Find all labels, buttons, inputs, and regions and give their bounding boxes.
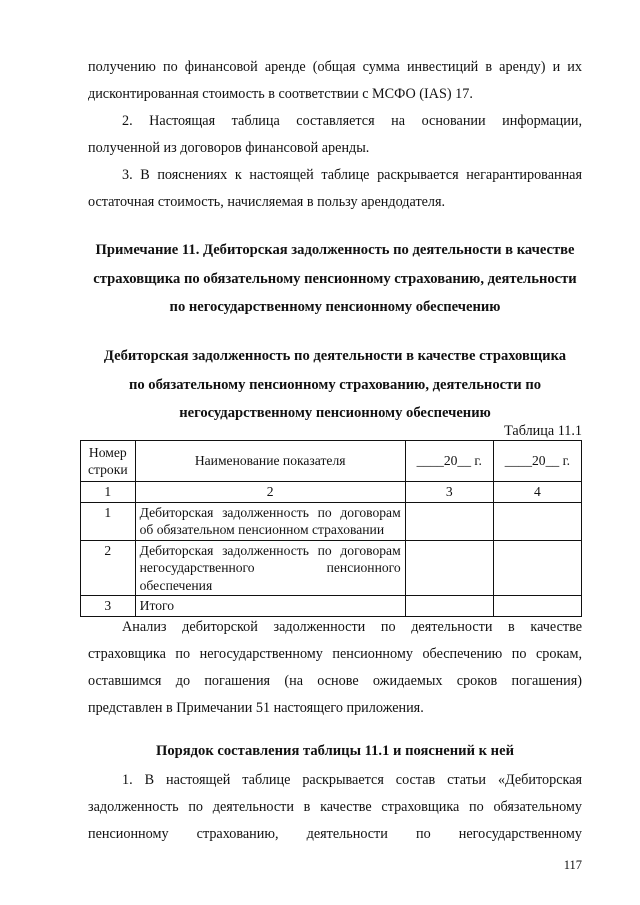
text-line: полученной из договоров финансовой аренды. (88, 140, 370, 156)
column-number: 2 (135, 482, 405, 503)
row-value-year-2 (493, 502, 581, 540)
intro-paragraph-3 (88, 162, 582, 216)
text-line: 2. Настоящая таблица составляется на основании информации, (122, 113, 582, 129)
table-numbering-row (81, 482, 582, 503)
header-year-1: ____20__ г. (405, 441, 493, 482)
table-row (81, 502, 582, 540)
analysis-paragraph (88, 614, 582, 722)
row-indicator-name (135, 540, 405, 596)
row-number: 3 (81, 596, 136, 617)
intro-paragraph-2 (88, 108, 582, 162)
heading-line: Примечание 11. Дебиторская задолженность по деятельности в качестве (95, 242, 575, 258)
cell-line: негосударственного пенсионного (139, 560, 401, 575)
table-row (81, 540, 582, 596)
cell-line: Итого (139, 598, 175, 613)
heading-line: Дебиторская задолженность по деятельности в качестве страховщика (103, 348, 567, 364)
note-heading (88, 236, 582, 322)
text-line: оставшимся до погашения (на основе ожидаемых сроков погашения) (88, 673, 582, 689)
cell-line: Дебиторская задолженность по договорам (139, 504, 401, 520)
heading-line: страховщика по обязательному пенсионному страхованию, деятельности (93, 270, 577, 287)
text-line: 3. В пояснениях к настоящей таблице раскрывается негарантированная (122, 167, 582, 183)
procedure-heading: Порядок составления таблицы 11.1 и пояснений к ней (156, 743, 514, 759)
header-row-number: Номер строки (81, 441, 136, 482)
text-line: дисконтированная стоимость в соответствии с МСФО (IAS) 17. (88, 86, 473, 102)
column-number: 1 (81, 482, 136, 503)
table-caption: Таблица 11.1 (504, 423, 582, 439)
text-line: представлен в Примечании 51 настоящего приложения. (88, 700, 424, 716)
cell-line: об обязательном пенсионном страховании (139, 522, 385, 537)
table-11-1 (80, 440, 582, 617)
procedure-paragraph (88, 767, 582, 848)
page-number: 117 (563, 858, 582, 872)
row-indicator-name (135, 596, 405, 617)
text-line: страховщика по негосударственному пенсионному обеспечению по срокам, (88, 646, 582, 662)
heading-line: по негосударственному пенсионному обеспечению (169, 299, 501, 315)
header-indicator-name: Наименование показателя (135, 441, 405, 482)
text-line: Анализ дебиторской задолженности по деятельности в качестве (122, 619, 582, 635)
text-line: пенсионному страхованию, деятельности по негосударственному (88, 826, 582, 842)
row-value-year-2 (493, 596, 581, 617)
text-line: остаточная стоимость, начисляемая в пользу арендодателя. (88, 194, 446, 210)
column-number: 3 (405, 482, 493, 503)
heading-line: негосударственному пенсионному обеспечению (179, 405, 491, 421)
heading-line: по обязательному пенсионному страхованию, деятельности по (128, 376, 542, 393)
header-year-2: ____20__ г. (493, 441, 581, 482)
row-value-year-1 (405, 540, 493, 596)
cell-line: обеспечения (139, 577, 213, 593)
row-value-year-1 (405, 596, 493, 617)
text-line: задолженность по деятельности в качестве страховщика по обязательному (88, 799, 582, 815)
text-line: получению по финансовой аренде (общая сумма инвестиций в аренду) и их (88, 59, 582, 75)
text-line: 1. В настоящей таблице раскрывается состав статьи «Дебиторская (122, 772, 582, 788)
row-number: 1 (81, 502, 136, 540)
table-title (88, 342, 582, 428)
row-value-year-1 (405, 502, 493, 540)
cell-line: Дебиторская задолженность по договорам (139, 542, 401, 558)
table-header-row (81, 441, 582, 482)
row-indicator-name (135, 502, 405, 540)
row-number: 2 (81, 540, 136, 596)
row-value-year-2 (493, 540, 581, 596)
intro-paragraph-1 (88, 54, 582, 108)
column-number: 4 (493, 482, 581, 503)
table-row (81, 596, 582, 617)
